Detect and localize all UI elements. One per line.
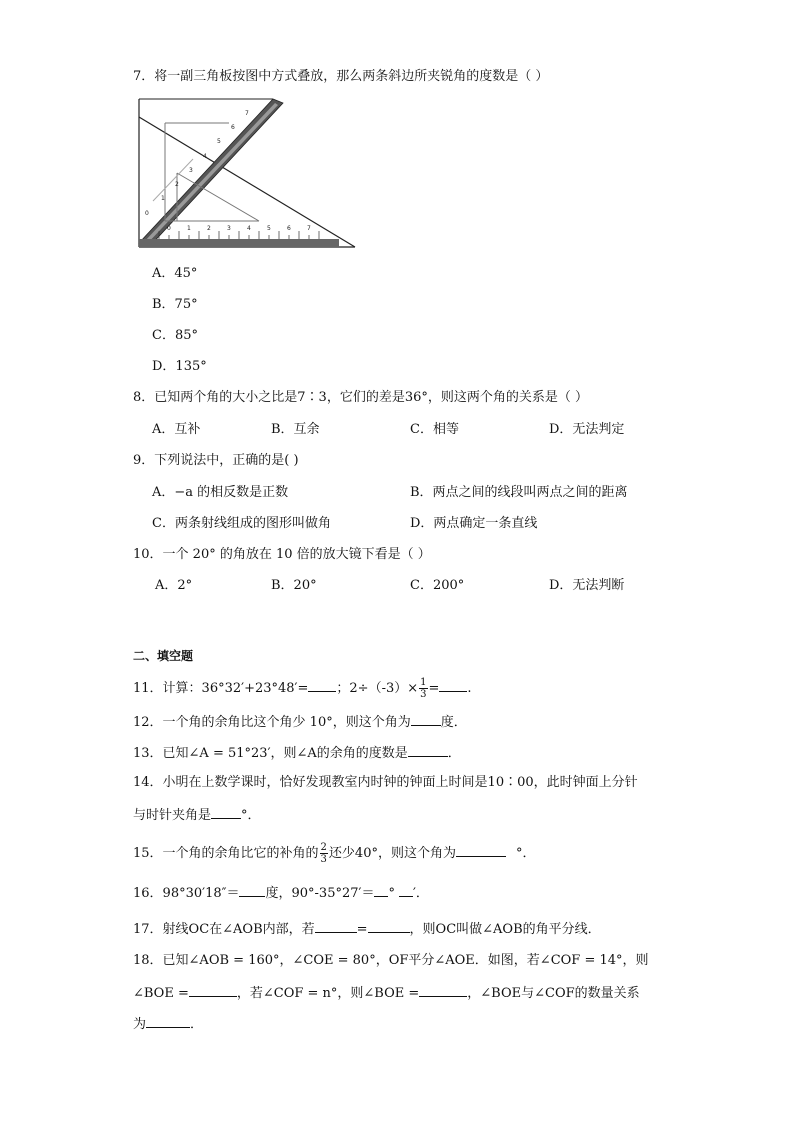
- q7-option-c: C．85°: [152, 328, 198, 343]
- q18-blank-3[interactable]: [146, 1015, 190, 1028]
- q16-blank-1[interactable]: [239, 884, 265, 897]
- ruler-diag-tick-label: 3: [189, 167, 193, 174]
- q18-text-d: 为: [133, 1017, 147, 1032]
- section-title: 二、填空题: [133, 649, 194, 663]
- ruler-bottom-tick-label: 6: [287, 225, 291, 232]
- q18-text-e: ．: [190, 1017, 204, 1032]
- q13-text-b: ．: [447, 746, 461, 761]
- ruler-diag-tick-label: 5: [217, 138, 221, 145]
- q12-blank[interactable]: [411, 713, 441, 726]
- q9-option-d: D．两点确定一条直线: [410, 516, 538, 531]
- ruler-bottom-tick-label: 0: [167, 225, 171, 232]
- q8-option-b: B．互余: [271, 422, 320, 437]
- ruler-diag-tick-label: 6: [231, 124, 235, 131]
- q18-text-a: ∠BOE =: [133, 986, 189, 1001]
- ruler-bottom-tick-label: 3: [227, 225, 231, 232]
- q15-fraction: $\frac{2}{3}$: [320, 842, 327, 865]
- ruler-bottom-tick-label: 7: [307, 225, 311, 232]
- q11-fraction: $\frac{1}{3}$: [420, 677, 427, 700]
- q15-text-a: 15．一个角的余角比它的补角的: [133, 846, 319, 861]
- q11-blank-1[interactable]: [308, 679, 336, 692]
- q18-blank-1[interactable]: [189, 984, 237, 997]
- q18-line3: [133, 1015, 203, 1033]
- q8-stem: 8．已知两个角的大小之比是7∶3，它们的差是36°，则这两个角的关系是（ ）: [133, 390, 588, 405]
- ruler-bottom-tick-label: 5: [267, 225, 271, 232]
- q7-stem: 7．将一副三角板按图中方式叠放，那么两条斜边所夹锐角的度数是（ ）: [133, 69, 549, 84]
- q18-blank-2[interactable]: [419, 984, 467, 997]
- q10-stem: 10．一个 20° 的角放在 10 倍的放大镜下看是（ ）: [133, 547, 431, 562]
- q11-text-c: =: [428, 681, 440, 696]
- q17: [133, 920, 601, 938]
- q16-text-d: ′．: [412, 886, 429, 901]
- q14-line1: 14．小明在上数学课时，恰好发现教室内时钟的钟面上时间是10∶00，此时钟面上分针: [133, 775, 638, 790]
- q7-option-a: A．45°: [152, 266, 198, 281]
- q12: [133, 713, 467, 731]
- q16: [133, 884, 429, 902]
- q9-option-b: B．两点之间的线段叫两点之间的距离: [410, 485, 628, 500]
- q15: [133, 842, 535, 865]
- q15-blank[interactable]: [456, 844, 506, 857]
- q17-text-c: ，则OC叫做∠AOB的角平分线．: [409, 922, 601, 937]
- q9-option-c: C．两条射线组成的图形叫做角: [152, 516, 331, 531]
- q9-option-a: A．−a 的相反数是正数: [152, 485, 289, 500]
- q7-option-d: D．135°: [152, 359, 207, 374]
- ruler-bottom-tick-label: 1: [187, 225, 191, 232]
- q18-line1: 18．已知∠AOB = 160°，∠COE = 80°，OF平分∠AOE．如图，若∠COF = 14°，则: [133, 953, 649, 968]
- q17-text-b: =: [356, 922, 368, 937]
- q14-blank[interactable]: [211, 806, 241, 819]
- q13-text-a: 13．已知∠A = 51°23′，则∠A的余角的度数是: [133, 746, 408, 761]
- q10-option-b: B．20°: [271, 578, 317, 593]
- q11-text-d: .: [467, 681, 472, 696]
- q12-text-a: 12．一个角的余角比这个角少 10°，则这个角为: [133, 715, 411, 730]
- q18-text-b: ，若∠COF = n°，则∠BOE =: [236, 986, 420, 1001]
- q16-blank-3[interactable]: [399, 884, 413, 897]
- q18-line2: [133, 984, 640, 1002]
- q8-option-a: A．互补: [152, 422, 201, 437]
- q17-blank-2[interactable]: [368, 920, 410, 933]
- ruler-bottom-tick-label: 2: [207, 225, 211, 232]
- q16-text-a: 16．98°30′18″＝: [133, 886, 240, 901]
- ruler-diag-tick-label: 0: [145, 210, 149, 217]
- q14-text-a: 与时针夹角是: [133, 808, 212, 823]
- q17-blank-1[interactable]: [315, 920, 357, 933]
- q18-text-c: ，∠BOE与∠COF的数量关系: [467, 986, 640, 1001]
- q11-text-a: 11．计算：36°32′+23°48′=: [133, 681, 309, 696]
- q13-blank[interactable]: [408, 744, 448, 757]
- q16-text-c: °: [388, 886, 395, 901]
- q10-option-a: A．2°: [155, 578, 193, 593]
- q11-text-b: ；2÷（-3）×: [336, 681, 419, 696]
- q17-text-a: 17．射线OC在∠AOB内部，若: [133, 922, 315, 937]
- q10-option-c: C．200°: [410, 578, 465, 593]
- q15-text-b: 还少40°，则这个角为: [328, 846, 456, 861]
- q15-text-c: °．: [515, 846, 536, 861]
- ruler-diag-tick-label: 2: [175, 181, 179, 188]
- ruler-diag-tick-label: 7: [245, 110, 249, 117]
- q12-text-b: 度．: [440, 715, 467, 730]
- q9-stem: 9．下列说法中，正确的是( ): [133, 453, 299, 468]
- ruler-diag-tick-label: 4: [203, 153, 207, 160]
- q14-line2: [133, 806, 261, 824]
- q13: [133, 744, 461, 762]
- ruler-diag-tick-label: 1: [161, 195, 165, 202]
- q11: [133, 677, 472, 700]
- q11-blank-2[interactable]: [439, 679, 467, 692]
- ruler-bottom-tick-label: 4: [247, 225, 251, 232]
- q7-option-b: B．75°: [152, 297, 198, 312]
- q8-option-d: D．无法判定: [549, 422, 625, 437]
- q14-text-b: °．: [241, 808, 261, 823]
- triangle-rulers-figure: [137, 97, 357, 249]
- q16-text-b: 度，90°-35°27′＝: [265, 886, 375, 901]
- q16-blank-2[interactable]: [374, 884, 388, 897]
- q10-option-d: D．无法判断: [549, 578, 625, 593]
- q8-option-c: C．相等: [410, 422, 459, 437]
